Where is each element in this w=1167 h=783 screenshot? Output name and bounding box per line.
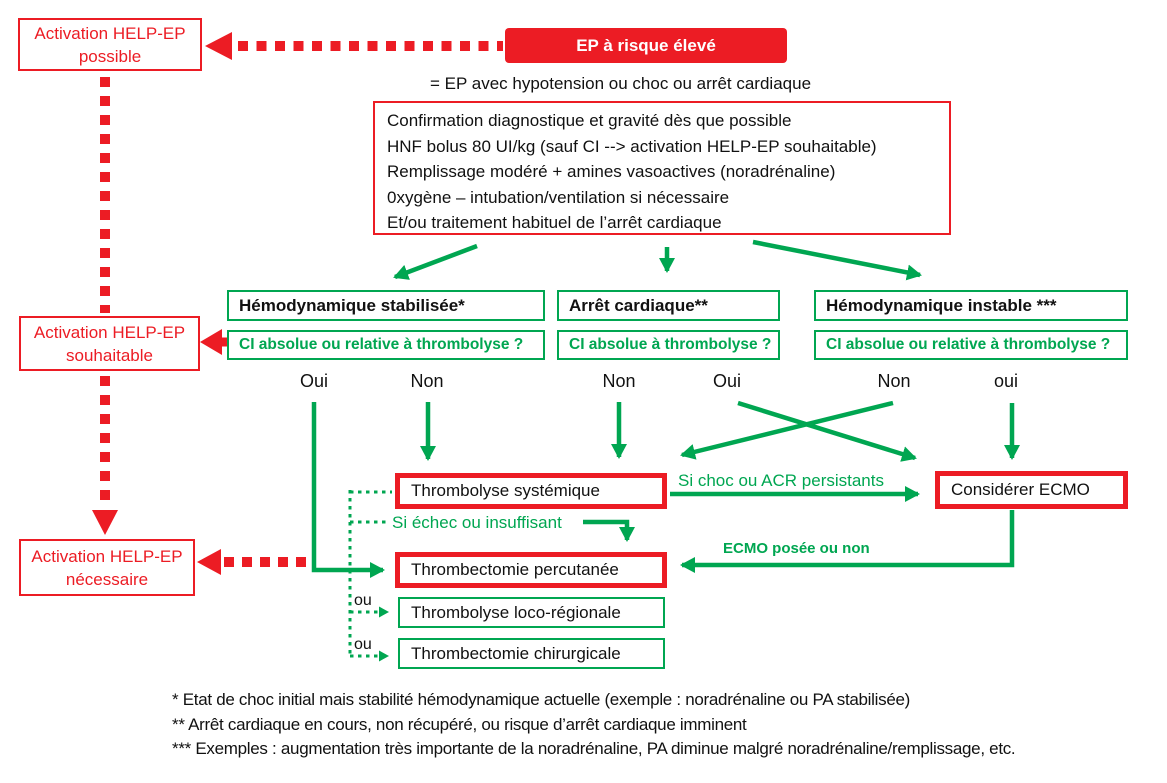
question-ci-2-label: CI absolue à thrombolyse ? (569, 336, 772, 353)
ep-definition: = EP avec hypotension ou choc ou arrêt cardiaque (430, 74, 812, 93)
considerer-ecmo-label: Considérer ECMO (951, 480, 1090, 499)
question-ci-3-label: CI absolue ou relative à thrombolyse ? (826, 336, 1111, 353)
arrow-treatment-to-branch3 (753, 242, 920, 275)
footnote-1: * Etat de choc initial mais stabilité hémodynamique actuelle (exemple : noradrénaline ou PA stabilisée) (172, 690, 910, 709)
branch-arret-cardiaque-label: Arrêt cardiaque** (569, 295, 708, 315)
arrowhead-to-necessaire-down (92, 510, 118, 535)
box-question-ci-1 (227, 330, 545, 360)
footnote-2: ** Arrêt cardiaque en cours, non récupéré, ou risque d’arrêt cardiaque imminent (172, 714, 747, 734)
footnote-3: *** Exemples : augmentation très importante de la noradrénaline, PA diminue malgré noradrénaline/remplissage, etc. (172, 739, 1016, 758)
treatment-line: 0xygène – intubation/ventilation si nécessaire (387, 187, 730, 207)
box-thrombolyse-systemique (395, 473, 667, 509)
answer-non-3: Non (877, 371, 911, 391)
box-activation-possible (18, 18, 202, 71)
edge-label-si-choc: Si choc ou ACR persistants (678, 471, 884, 490)
arrow-non3-to-thrombolyse (682, 403, 893, 455)
arrowhead-q1-to-souhaitable (200, 329, 222, 355)
footnotes (172, 688, 1015, 762)
box-activation-necessaire (19, 539, 195, 596)
arrow-treatment-to-branch1 (395, 246, 477, 277)
box-branch-stabilisee (227, 290, 545, 321)
box-initial-treatment (373, 101, 951, 235)
arrowhead-to-possible (205, 32, 232, 60)
question-ci-1-label: CI absolue ou relative à thrombolyse ? (239, 336, 524, 353)
edge-label-ecmo-posee: ECMO posée ou non (723, 540, 870, 557)
arrowhead-to-necessaire-left (197, 549, 221, 575)
activation-souhaitable-label: Activation HELP-EP souhaitable (33, 322, 186, 365)
box-branch-arret-cardiaque (557, 290, 780, 321)
answer-oui-1: Oui (299, 371, 328, 391)
treatment-line: Confirmation diagnostique et gravité dès que possible (387, 111, 792, 130)
branch-stabilisee-label: Hémodynamique stabilisée* (239, 295, 465, 315)
or-label-1: ou (354, 592, 372, 609)
box-thrombectomie-percutanee (395, 552, 667, 588)
thrombolyse-loco-regionale-label: Thrombolyse loco-régionale (411, 602, 621, 622)
thrombectomie-percutanee-label: Thrombectomie percutanée (411, 560, 619, 579)
treatment-line: HNF bolus 80 UI/kg (sauf CI --> activation HELP-EP souhaitable) (387, 136, 877, 156)
answer-non-1: Non (410, 371, 444, 391)
edge-label-si-echec: Si échec ou insuffisant (392, 513, 562, 532)
box-activation-souhaitable (19, 316, 200, 371)
box-question-ci-2 (557, 330, 780, 360)
or-label-2: ou (354, 636, 372, 653)
arrow-oui1-to-thrombectomie (314, 402, 383, 570)
arrow-oui2-to-ecmo (738, 403, 915, 458)
treatment-line: Remplissage modéré + amines vasoactives (noradrénaline) (387, 162, 836, 181)
box-thrombectomie-chirurgicale (398, 638, 665, 669)
box-branch-instable (814, 290, 1128, 321)
box-considerer-ecmo (935, 471, 1128, 509)
box-ep-high-risk (505, 28, 787, 63)
answer-non-2: Non (602, 371, 636, 391)
treatment-line: Et/ou traitement habituel de l’arrêt cardiaque (387, 213, 722, 232)
arrow-si-echec-down (583, 522, 627, 540)
answer-oui-3: oui (993, 371, 1019, 391)
ep-high-risk-label: EP à risque élevé (576, 35, 716, 55)
activation-possible-label: Activation HELP-EP possible (34, 23, 186, 66)
box-question-ci-3 (814, 330, 1128, 360)
thrombectomie-chirurgicale-label: Thrombectomie chirurgicale (411, 643, 621, 663)
branch-instable-label: Hémodynamique instable *** (826, 295, 1057, 315)
box-thrombolyse-loco-regionale (398, 597, 665, 628)
answer-oui-2: Oui (712, 371, 741, 391)
thrombolyse-systemique-label: Thrombolyse systémique (411, 481, 600, 500)
activation-necessaire-label: Activation HELP-EP nécessaire (31, 546, 183, 589)
